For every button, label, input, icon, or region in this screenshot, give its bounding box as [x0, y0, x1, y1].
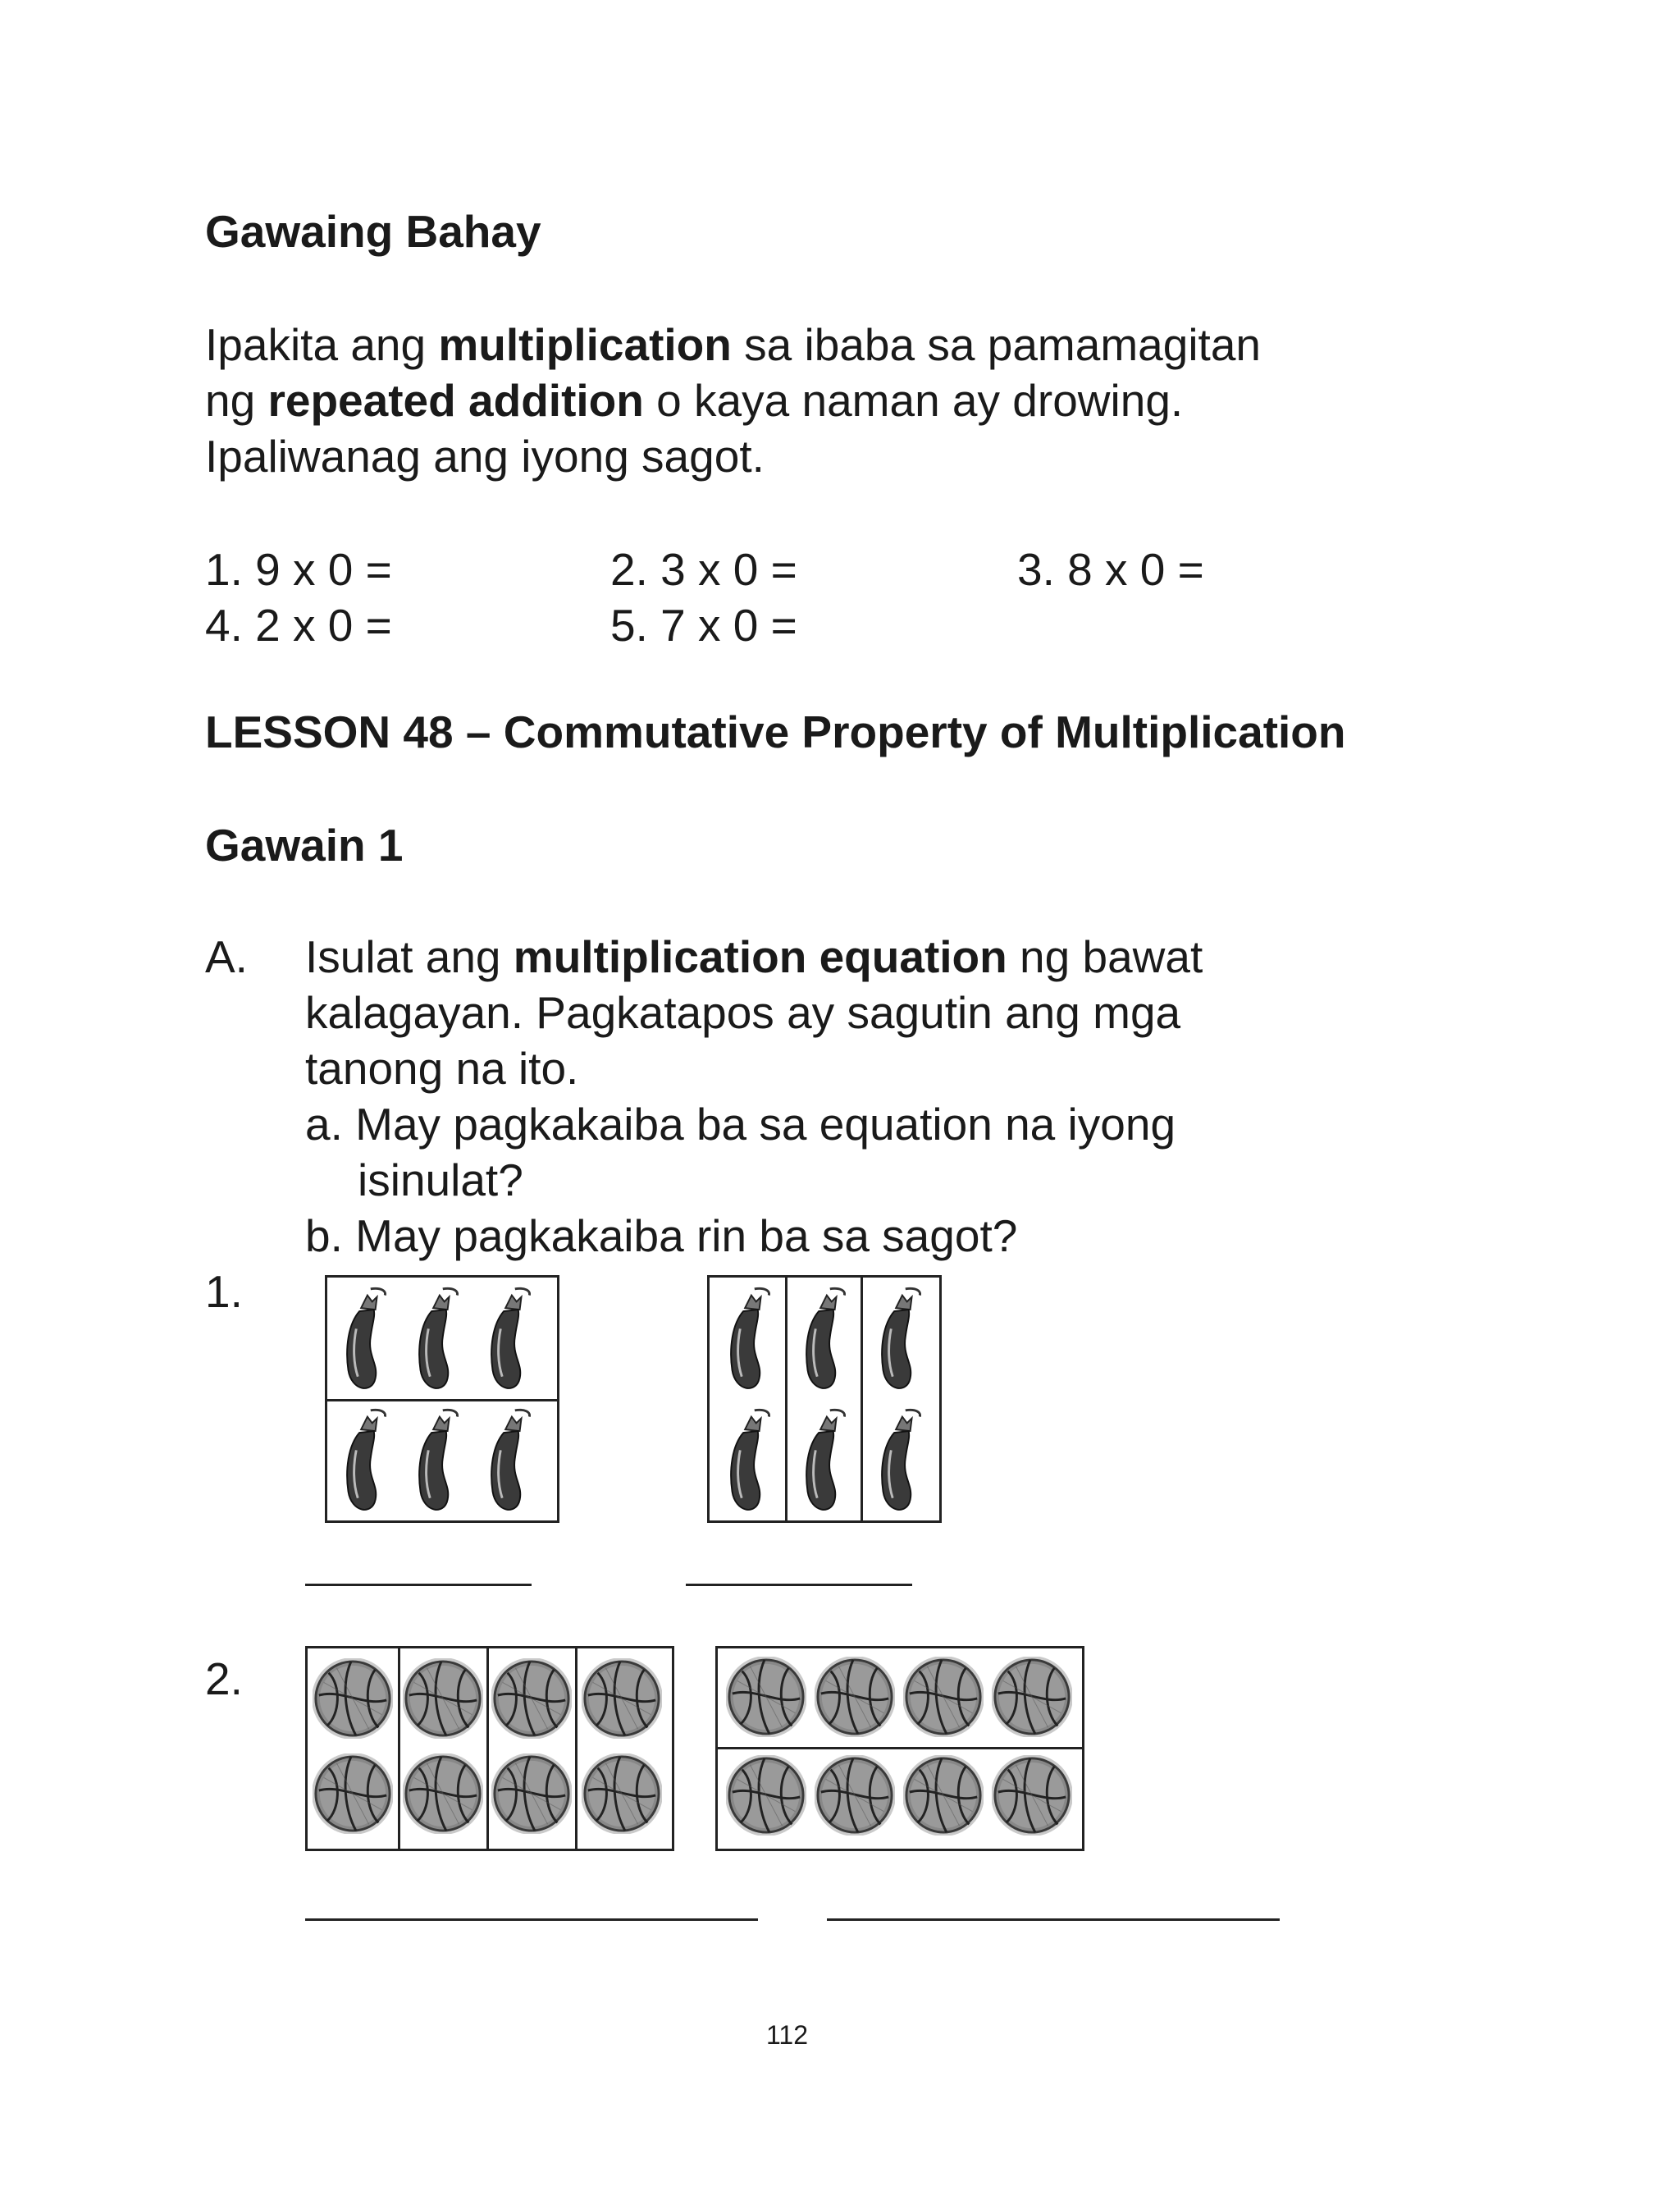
- activity-instruction-line-1: [305, 929, 1203, 985]
- instr-bold-term: repeated addition: [267, 375, 644, 426]
- part-label: A.: [205, 931, 248, 982]
- instr-bold-term: multiplication equation: [513, 931, 1007, 982]
- basketball-icon: [313, 1753, 393, 1834]
- instr-bold-term: multiplication: [438, 319, 732, 370]
- instr-text: ng bawat: [1007, 931, 1203, 982]
- grid-divider: [785, 1278, 788, 1520]
- eggplant-icon: [334, 1284, 395, 1396]
- problem-5: 5. 7 x 0 =: [610, 600, 797, 651]
- item-1-grid-a: [325, 1275, 559, 1523]
- question-b: b. May pagkakaiba rin ba sa sagot?: [305, 1210, 1018, 1261]
- instr-text: ng: [205, 375, 268, 426]
- basketball-icon: [726, 1657, 806, 1737]
- answer-line[interactable]: [827, 1918, 1280, 1921]
- question-a-line-1: a. May pagkakaiba ba sa equation na iyong: [305, 1099, 1176, 1150]
- instr-text: o kaya naman ay drowing.: [643, 375, 1184, 426]
- basketball-icon: [903, 1657, 984, 1737]
- basketball-icon: [726, 1755, 806, 1836]
- basketball-icon: [403, 1753, 483, 1834]
- homework-instruction-line-2: [205, 373, 1183, 428]
- eggplant-icon: [478, 1284, 539, 1396]
- eggplant-icon: [406, 1406, 467, 1517]
- lesson-title: LESSON 48 – Commutative Property of Multiplication: [205, 706, 1346, 757]
- answer-line[interactable]: [305, 1918, 758, 1921]
- grid-divider: [398, 1648, 400, 1849]
- eggplant-icon: [793, 1406, 854, 1517]
- item-2-grid-b: [715, 1646, 1084, 1851]
- basketball-icon: [815, 1755, 895, 1836]
- answer-line[interactable]: [686, 1584, 912, 1586]
- grid-divider: [861, 1278, 863, 1520]
- basketball-icon: [491, 1753, 572, 1834]
- page-number: 112: [766, 2020, 809, 2050]
- eggplant-icon: [718, 1284, 778, 1396]
- homework-instruction-line-3: Ipaliwanag ang iyong sagot.: [205, 431, 765, 482]
- problem-4: 4. 2 x 0 =: [205, 600, 392, 651]
- grid-divider: [327, 1399, 557, 1401]
- grid-divider: [575, 1648, 578, 1849]
- item-2-label: 2.: [205, 1653, 243, 1704]
- basketball-icon: [992, 1657, 1072, 1737]
- basketball-icon: [815, 1657, 895, 1737]
- basketball-icon: [403, 1658, 483, 1739]
- basketball-icon: [491, 1658, 572, 1739]
- problem-1: 1. 9 x 0 =: [205, 544, 392, 595]
- item-2-grid-a: [305, 1646, 674, 1851]
- instr-text: Isulat ang: [305, 931, 514, 982]
- answer-line[interactable]: [305, 1584, 532, 1586]
- homework-instruction-line-1: [205, 317, 1261, 373]
- basketball-icon: [582, 1658, 662, 1739]
- basketball-icon: [992, 1755, 1072, 1836]
- eggplant-icon: [869, 1284, 929, 1396]
- item-1-grid-b: [707, 1275, 942, 1523]
- eggplant-icon: [478, 1406, 539, 1517]
- activity-instruction-line-2: kalagayan. Pagkatapos ay sagutin ang mga: [305, 987, 1181, 1038]
- eggplant-icon: [793, 1284, 854, 1396]
- eggplant-icon: [718, 1406, 778, 1517]
- basketball-icon: [313, 1658, 393, 1739]
- eggplant-icon: [406, 1284, 467, 1396]
- instr-text: Ipakita ang: [205, 319, 439, 370]
- problem-3: 3. 8 x 0 =: [1017, 544, 1204, 595]
- grid-divider: [486, 1648, 489, 1849]
- eggplant-icon: [869, 1406, 929, 1517]
- activity-title: Gawain 1: [205, 820, 404, 871]
- eggplant-icon: [334, 1406, 395, 1517]
- basketball-icon: [903, 1755, 984, 1836]
- instr-text: sa ibaba sa pamamagitan: [731, 319, 1261, 370]
- item-1-label: 1.: [205, 1266, 243, 1317]
- grid-divider: [718, 1747, 1082, 1749]
- homework-title: Gawaing Bahay: [205, 206, 541, 257]
- activity-instruction-line-3: tanong na ito.: [305, 1043, 579, 1094]
- problem-2: 2. 3 x 0 =: [610, 544, 797, 595]
- question-a-line-2: isinulat?: [358, 1154, 523, 1205]
- basketball-icon: [582, 1753, 662, 1834]
